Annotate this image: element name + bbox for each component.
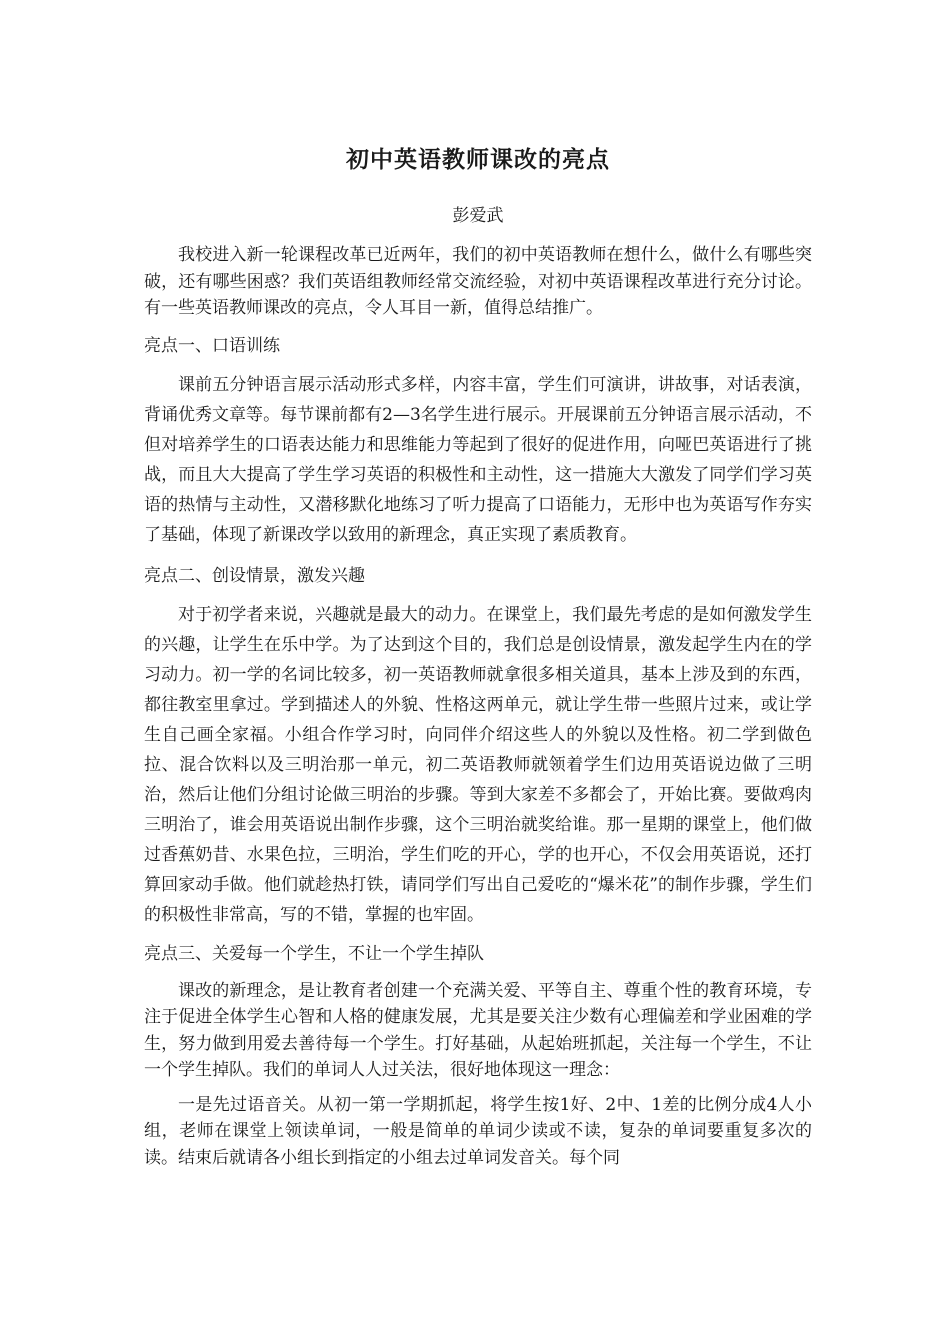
section-3-paragraph: 课改的新理念，是让教育者创建一个充满关爱、平等自主、尊重个性的教育环境，专注于促进全体学生心智和人格的健康发展，尤其是要关注少数有心理偏差和学业困难的学生，努力做到用爱去善待每一个学生。打好基础，从起始班抓起，关注每一个学生，不让一个学生掉队。我们的单词人人过关法，很好地体现这一理念： bbox=[144, 980, 812, 1080]
section-3-heading: 亮点三、关爱每一个学生，不让一个学生掉队 bbox=[144, 943, 484, 964]
document-body bbox=[144, 140, 812, 1171]
intro-paragraph: 我校进入新一轮课程改革已近两年，我们的初中英语教师在想什么，做什么有哪些突破，还有哪些困惑？我们英语组教师经常交流经验，对初中英语课程改革进行充分讨论。有一些英语教师课改的亮点，令人耳目一新，值得总结推广。 bbox=[144, 245, 812, 318]
section-3-paragraph-2: 一是先过语音关。从初一第一学期抓起，将学生按1好、2中、1差的比例分成4人小组，老师在课堂上领读单词，一般是简单的单词少读或不读，复杂的单词要重复多次的读。结束后就请各小组长到指定的小组去过单词发音关。每个同 bbox=[144, 1094, 812, 1168]
section-2-heading: 亮点二、创设情景，激发兴趣 bbox=[144, 565, 365, 586]
section-1-paragraph: 课前五分钟语言展示活动形式多样，内容丰富，学生们可演讲，讲故事，对话表演，背诵优秀文章等。每节课前都有2—3名学生进行展示。开展课前五分钟语言展示活动，不但对培养学生的口语表达能力和思维能力等起到了很好的促进作用，向哑巴英语进行了挑战，而且大大提高了学生学习英语的积极性和主动性，这一措施大大激发了同学们学习英语的热情与主动性，又潜移默化地练习了听力提高了口语能力，无形中也为英语写作夯实了基础，体现了新课改学以致用的新理念，真正实现了素质教育。 bbox=[144, 374, 812, 545]
document-author: 彭爱武 bbox=[452, 206, 504, 226]
section-1-heading: 亮点一、口语训练 bbox=[144, 335, 280, 356]
section-2-paragraph: 对于初学者来说，兴趣就是最大的动力。在课堂上，我们最先考虑的是如何激发学生的兴趣，让学生在乐中学。为了达到这个目的，我们总是创设情景，激发起学生内在的学习动力。初一学的名词比较多，初一英语教师就拿很多相关道具，基本上涉及到的东西，都往教室里拿过。学到描述人的外貌、性格这两单元，就让学生带一些照片过来，或让学生自己画全家福。小组合作学习时，向同伴介绍这些人的外貌以及性格。初二学到做色拉、混合饮料以及三明治那一单元，初二英语教师就领着学生们边用英语说边做了三明治，然后让他们分组讨论做三明治的步骤。等到大家差不多都会了，开始比赛。要做鸡肉三明治了，谁会用英语说出制作步骤，这个三明治就奖给谁。那一星期的课堂上，他们做过香蕉奶昔、水果色拉，三明治，学生们吃的开心，学的也开心，不仅会用英语说，还打算回家动手做。他们就趁热打铁，请同学们写出自己爱吃的“爆米花”的制作步骤，学生们的积极性非常高，写的不错，掌握的也牢固。 bbox=[144, 604, 812, 925]
document-title: 初中英语教师课改的亮点 bbox=[346, 146, 610, 173]
